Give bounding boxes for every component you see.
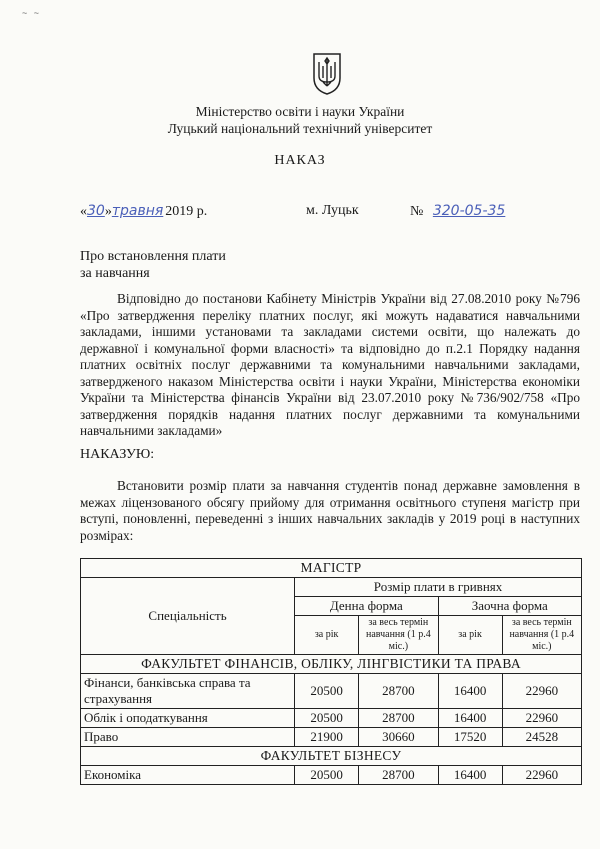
ft-total-cell: 30660 (359, 728, 438, 747)
university-name: Луцький національний технічний університет (167, 121, 433, 136)
subject-line-2: за навчання (80, 266, 150, 281)
doc-title: НАКАЗ (274, 153, 326, 168)
fee-table (80, 558, 582, 785)
ft-total-cell: 28700 (359, 766, 438, 785)
section-row (81, 655, 582, 674)
date-day: 30 (87, 203, 105, 219)
date-month: травня (111, 203, 164, 219)
specialty-cell: Право (81, 728, 295, 747)
corner-mark: ~ ~ (22, 8, 42, 18)
table-row (81, 674, 582, 709)
col-specialty: Спеціальність (81, 578, 295, 655)
date-year: 2019 р. (165, 204, 208, 219)
ft-year-cell: 20500 (295, 674, 359, 709)
number-sign: № (410, 204, 424, 219)
pt-total-cell: 22960 (502, 709, 581, 728)
pt-year-cell: 16400 (438, 766, 502, 785)
ministry-name: Міністерство освіти і науки України (195, 104, 405, 119)
subject-line-1: Про встановлення плати (80, 249, 226, 264)
order-number-value: 320-05-35 (432, 203, 506, 219)
table-row (81, 766, 582, 785)
specialty-cell: Облік і оподаткування (81, 709, 295, 728)
ft-total-header: за весь термін навчання (1 р.4 міс.) (359, 616, 438, 655)
section-title: ФАКУЛЬТЕТ ФІНАНСІВ, ОБЛІКУ, ЛІНГВІСТИКИ ТА ПРАВА (81, 655, 582, 674)
ft-total-cell: 28700 (359, 709, 438, 728)
preamble-paragraph: Відповідно до постанови Кабінету Міністрів України від 27.08.2010 року №796 «Про затвердження переліку платних послуг, які можуть надаватися навчальними закладами, іншими установами та закладами системи освіти, що належать до державної і комунальної форми власності» та відповідно до п.2.1 Порядку надання платних освітніх послуг державними та комунальними навчальними закладами, затвердженого наказом Міністерства освіти і науки України, Міністерства економіки України та Міністерства фінансів України від 23.07.2010 року №736/902/758 «Про затвердження порядків надання платних послуг державними та комунальними навчальними закладами» (80, 291, 580, 438)
pt-per-year-header: за рік (438, 616, 502, 655)
fee-header: Розмір плати в гривнях (295, 578, 582, 597)
pt-total-header: за весь термін навчання (1 р.4 міс.) (502, 616, 581, 655)
coat-of-arms-icon (312, 52, 342, 96)
table-row (81, 728, 582, 747)
section-title: ФАКУЛЬТЕТ БІЗНЕСУ (81, 747, 582, 766)
pt-total-cell: 22960 (502, 766, 581, 785)
ft-year-cell: 21900 (295, 728, 359, 747)
subject (80, 248, 226, 282)
specialty-cell: Фінанси, банківська справа та страхування (81, 674, 295, 709)
ft-year-cell: 20500 (295, 766, 359, 785)
table-row (81, 709, 582, 728)
date-field (80, 203, 207, 220)
order-heading: НАКАЗУЮ: (80, 447, 155, 462)
pt-year-cell: 16400 (438, 674, 502, 709)
pt-year-cell: 16400 (438, 709, 502, 728)
section-row (81, 747, 582, 766)
order-number (410, 203, 505, 220)
quote-open: « (80, 204, 87, 219)
quote-close: » (104, 204, 112, 219)
full-time-header: Денна форма (295, 597, 438, 616)
pt-total-cell: 22960 (502, 674, 581, 709)
header-row-1 (81, 578, 582, 597)
table-title-row (81, 559, 582, 578)
city: м. Луцьк (306, 203, 359, 218)
ft-year-cell: 20500 (295, 709, 359, 728)
pt-total-cell: 24528 (502, 728, 581, 747)
pt-year-cell: 17520 (438, 728, 502, 747)
table-title: МАГІСТР (81, 559, 582, 578)
part-time-header: Заочна форма (438, 597, 581, 616)
order-paragraph: Встановити розмір плати за навчання студентів понад державне замовлення в межах ліцензованого обсягу прийому для отримання освітнього ступеня магістр при вступі, поновленні, переведенні з інших навчальних закладів у 2019 році в наступних розмірах: (80, 478, 580, 543)
specialty-cell: Економіка (81, 766, 295, 785)
ft-per-year-header: за рік (295, 616, 359, 655)
ft-total-cell: 28700 (359, 674, 438, 709)
